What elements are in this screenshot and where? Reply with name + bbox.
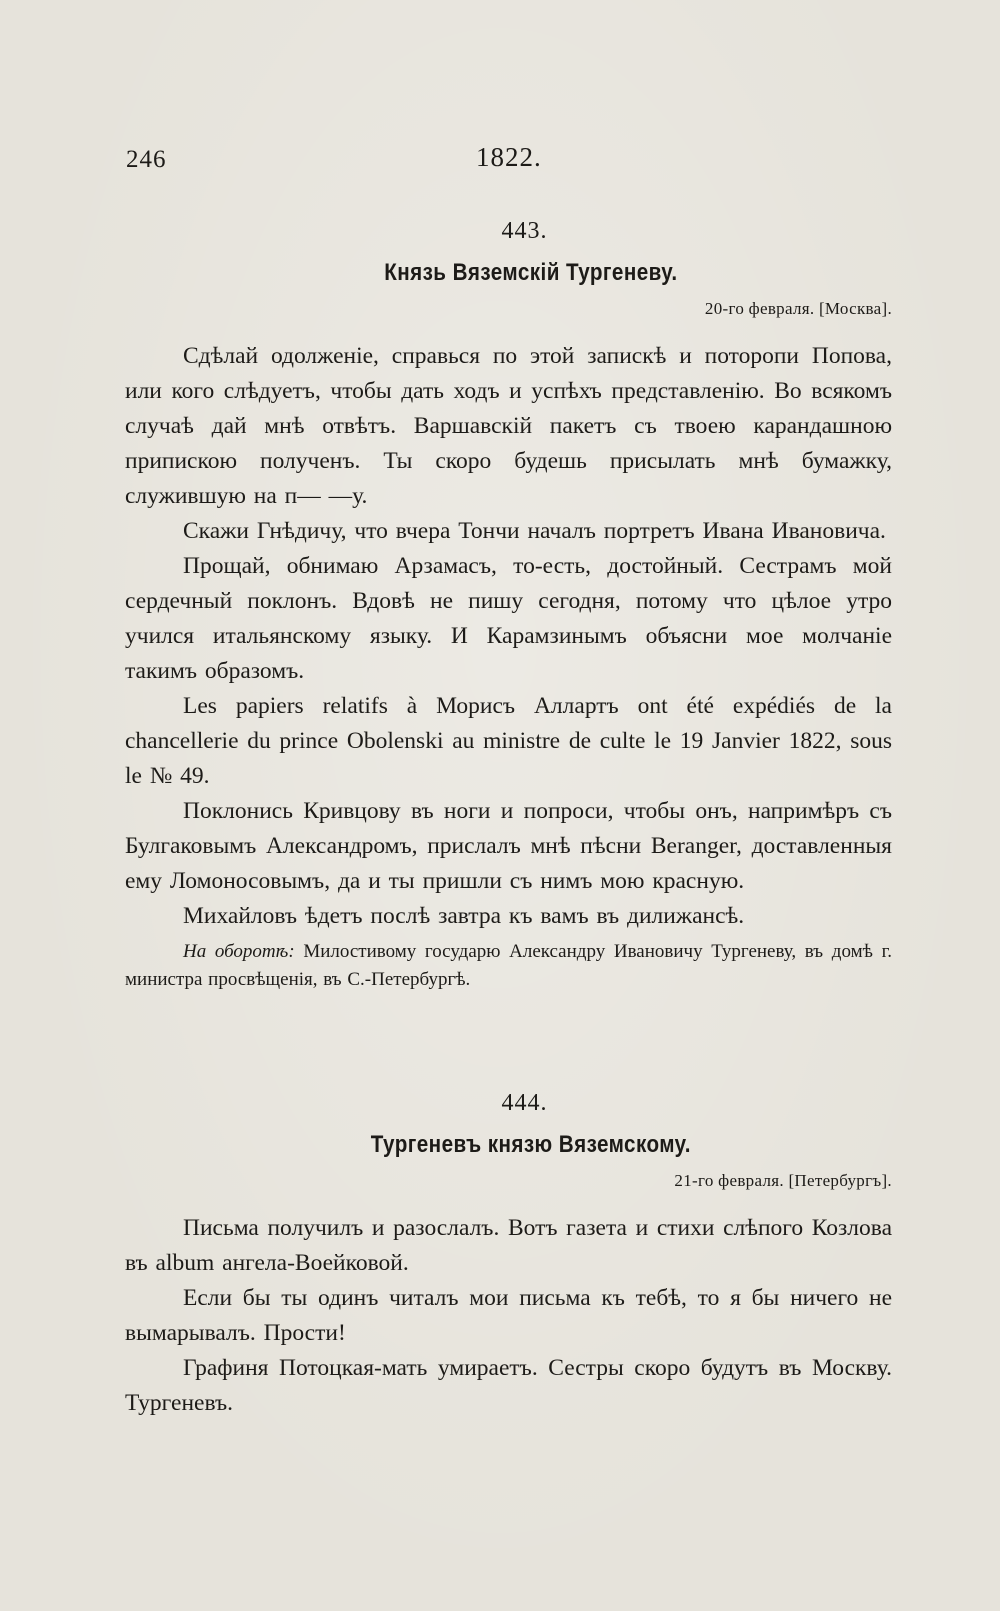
address-note <box>125 938 892 994</box>
letter-paragraph: Прощай, обнимаю Арзамасъ, то-есть, достойный. Сестрамъ мой сердечный поклонъ. Вдовѣ не пишу сегодня, потому что цѣлое утро учился итальянскому языку. И Карамзинымъ объясни мое молчаніе такимъ образомъ. <box>125 553 892 684</box>
running-head <box>126 138 540 178</box>
letter-paragraph: Графиня Потоцкая-мать умираетъ. Сестры скоро будутъ въ Москву. Тургеневъ. <box>125 1355 892 1416</box>
letter-date: 20-го февраля. [Москва]. <box>704 299 892 318</box>
letter-date: 21-го февраля. [Петербургъ]. <box>674 1171 892 1190</box>
letter-number: 444. <box>501 1090 548 1116</box>
letter-444 <box>125 1090 892 1421</box>
letter-number: 443. <box>501 218 548 244</box>
letter-paragraph: Письма получилъ и разослалъ. Вотъ газета и стихи слѣпого Козлова въ album ангела-Воейковой. <box>125 1215 892 1276</box>
page-number: 246 <box>126 146 167 173</box>
letter-paragraph: Les papiers relatifs à Морисъ Аллартъ ont été expédiés de la chancellerie du prince Obolenski au ministre de culte le 19 Janvier 1822, sous le № 49. <box>125 693 892 789</box>
letter-paragraph: Сдѣлай одолженіе, справься по этой запискѣ и поторопи Попова, или кого слѣдуетъ, чтобы дать ходъ и успѣхъ представленію. Во всякомъ случаѣ дай мнѣ отвѣтъ. Варшавскій пакетъ съ твоею карандашною припискою полученъ. Ты скоро будешь присылать мнѣ бумажку, служившую на п— —у. <box>125 343 892 509</box>
letter-443 <box>125 218 892 994</box>
letter-paragraph: Михайловъ ѣдетъ послѣ завтра къ вамъ въ дилижансѣ. <box>183 903 745 929</box>
letter-paragraph: Скажи Гнѣдичу, что вчера Тончи началъ портретъ Ивана Ивановича. <box>183 518 886 544</box>
running-head-year: 1822. <box>476 142 542 172</box>
letter-title: Князь Вяземскій Тургеневу. <box>384 259 678 286</box>
address-note-label: На оборотѣ: <box>183 941 295 962</box>
letter-title: Тургеневъ князю Вяземскому. <box>370 1131 691 1158</box>
letter-paragraph: Если бы ты одинъ читалъ мои письма къ тебѣ, то я бы ничего не вымарывалъ. Прости! <box>125 1285 892 1346</box>
address-note-text: Милостивому государю Александру Ивановичу Тургеневу, въ домѣ г. министра просвѣщенія, въ С.-Петербургѣ. <box>125 941 892 990</box>
letter-paragraph: Поклонись Кривцову въ ноги и попроси, чтобы онъ, напримѣръ съ Булгаковымъ Александромъ, прислалъ мнѣ пѣсни Beranger, доставленныя ему Ломоносовымъ, да и ты пришли съ нимъ мою красную. <box>125 798 892 894</box>
